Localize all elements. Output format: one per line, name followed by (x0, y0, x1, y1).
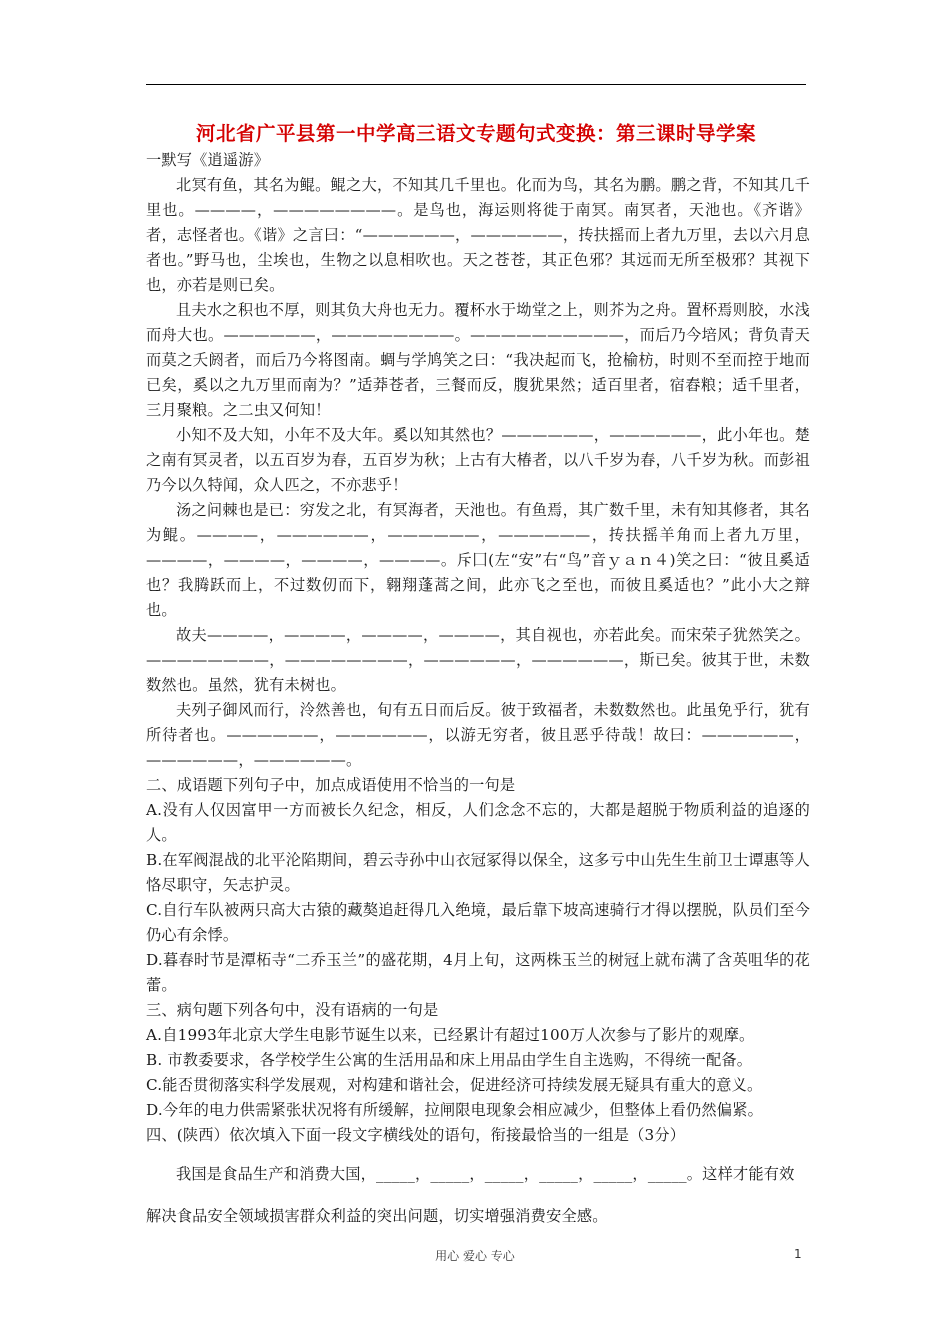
section2-heading: 二、成语题下列句子中，加点成语使用不恰当的一句是 (146, 776, 516, 794)
section3-option-b: B. 市教委要求，各学校学生公寓的生活用品和床上用品由学生自主选购，不得统一配备。 (146, 1051, 753, 1069)
section1-paragraph: 且夫水之积也不厚，则其负大舟也无力。覆杯水于坳堂之上，则芥为之舟。置杯焉则胶，水浅而舟大也。——————，————————。——————————，而后乃今培风；背负青天而莫之夭阏者，而后乃今将图南。蜩与学鸠笑之曰：“我决起而飞，抢榆枋，时则不至而控于地而已矣，奚以之九万里而南为？”适莽苍者，三餐而反，腹犹果然；适百里者，宿舂粮；适千里者，三月聚粮。之二虫又何知！ (146, 301, 810, 419)
section2-option-c: C.自行车队被两只高大古猿的藏獒追赶得几入绝境，最后靠下坡高速骑行才得以摆脱，队员们至今仍心有余悸。 (146, 901, 810, 944)
section1-paragraph: 北冥有鱼，其名为鲲。鲲之大，不知其几千里也。化而为鸟，其名为鹏。鹏之背，不知其几千里也。————，————————。是鸟也，海运则将徙于南冥。南冥者，天池也。《齐谐》者，志怪者也。《谐》之言曰：“——————，——————，抟扶摇而上者九万里，去以六月息者也。”野马也，尘埃也，生物之以息相吹也。天之苍苍，其正色邪？其远而无所至极邪？其视下也，亦若是则已矣。 (146, 176, 810, 294)
spacer (146, 1190, 810, 1201)
footer-text: 用心 爱心 专心 (435, 1249, 515, 1263)
page-number: 1 (794, 1247, 802, 1261)
document-title: 河北省广平县第一中学高三语文专题句式变换：第三课时导学案 (195, 122, 756, 145)
section3-option-a: A.自1993年北京大学生电影节诞生以来，已经累计有超过100万人次参与了影片的观摩。 (146, 1026, 755, 1044)
spacer (146, 1148, 810, 1159)
section1-heading: 一默写《逍遥游》 (146, 151, 270, 169)
section2-option-d: D.暮春时节是潭柘寺“二乔玉兰”的盛花期，4月上旬，这两株玉兰的树冠上就布满了含英咀华的花蕾。 (146, 951, 810, 994)
page-footer (0, 1247, 950, 1267)
header-rule (146, 84, 806, 85)
section4-paragraph-line2: 解决食品安全领域损害群众利益的突出问题，切实增强消费安全感。 (146, 1207, 608, 1225)
section3-heading: 三、病句题下列各句中，没有语病的一句是 (146, 1001, 439, 1019)
section3-option-d: D.今年的电力供需紧张状况将有所缓解，拉闸限电现象会相应减少，但整体上看仍然偏紧。 (146, 1101, 763, 1119)
section3-option-c: C.能否贯彻落实科学发展观，对构建和谐社会，促进经济可持续发展无疑具有重大的意义。 (146, 1076, 763, 1094)
section2-option-a: A.没有人仅因富甲一方而被长久纪念，相反，人们念念不忘的，大都是超脱于物质利益的追逐的人。 (146, 801, 810, 844)
document-body (146, 120, 810, 1232)
section2-option-b: B.在军阀混战的北平沦陷期间，碧云寺孙中山衣冠冢得以保全，这多亏中山先生生前卫士谭惠等人恪尽职守，矢志护灵。 (146, 851, 810, 894)
section1-paragraph: 夫列子御风而行，泠然善也，旬有五日而后反。彼于致福者，未数数然也。此虽免乎行，犹有所待者也。——————，——————，以游无穷者，彼且恶乎待哉！故曰：——————，——————，——————。 (146, 701, 810, 769)
section4-heading: 四、(陕西）依次填入下面一段文字横线处的语句，衔接最恰当的一组是（3分） (146, 1126, 686, 1144)
section1-paragraph: 故夫————，————，————，————，其自视也，亦若此矣。而宋荣子犹然笑之。————————，————————，——————，——————，斯已矣。彼其于世，未数数然也。虽然，犹有未树也。 (146, 626, 810, 694)
section1-paragraph: 汤之问棘也是已：穷发之北，有冥海者，天池也。有鱼焉，其广数千里，未有知其修者，其名为鲲。————，——————，——————，——————，抟扶摇羊角而上者九万里，————，————，————，————。斥囗(左“安”右“鸟”音ｙａｎ４)笑之曰：“彼且奚适也？我腾跃而上，不过数仞而下，翱翔蓬蒿之间，此亦飞之至也，而彼且奚适也？”此小大之辩也。 (146, 501, 810, 619)
section1-paragraph: 小知不及大知，小年不及大年。奚以知其然也？——————，——————，此小年也。楚之南有冥灵者，以五百岁为春，五百岁为秋；上古有大椿者，以八千岁为春，八千岁为秋。而彭祖乃今以久特闻，众人匹之，不亦悲乎！ (146, 426, 810, 494)
section4-paragraph-line1: 我国是食品生产和消费大国，_____，_____，_____，_____，_____，_____。这样才能有效 (176, 1165, 795, 1183)
